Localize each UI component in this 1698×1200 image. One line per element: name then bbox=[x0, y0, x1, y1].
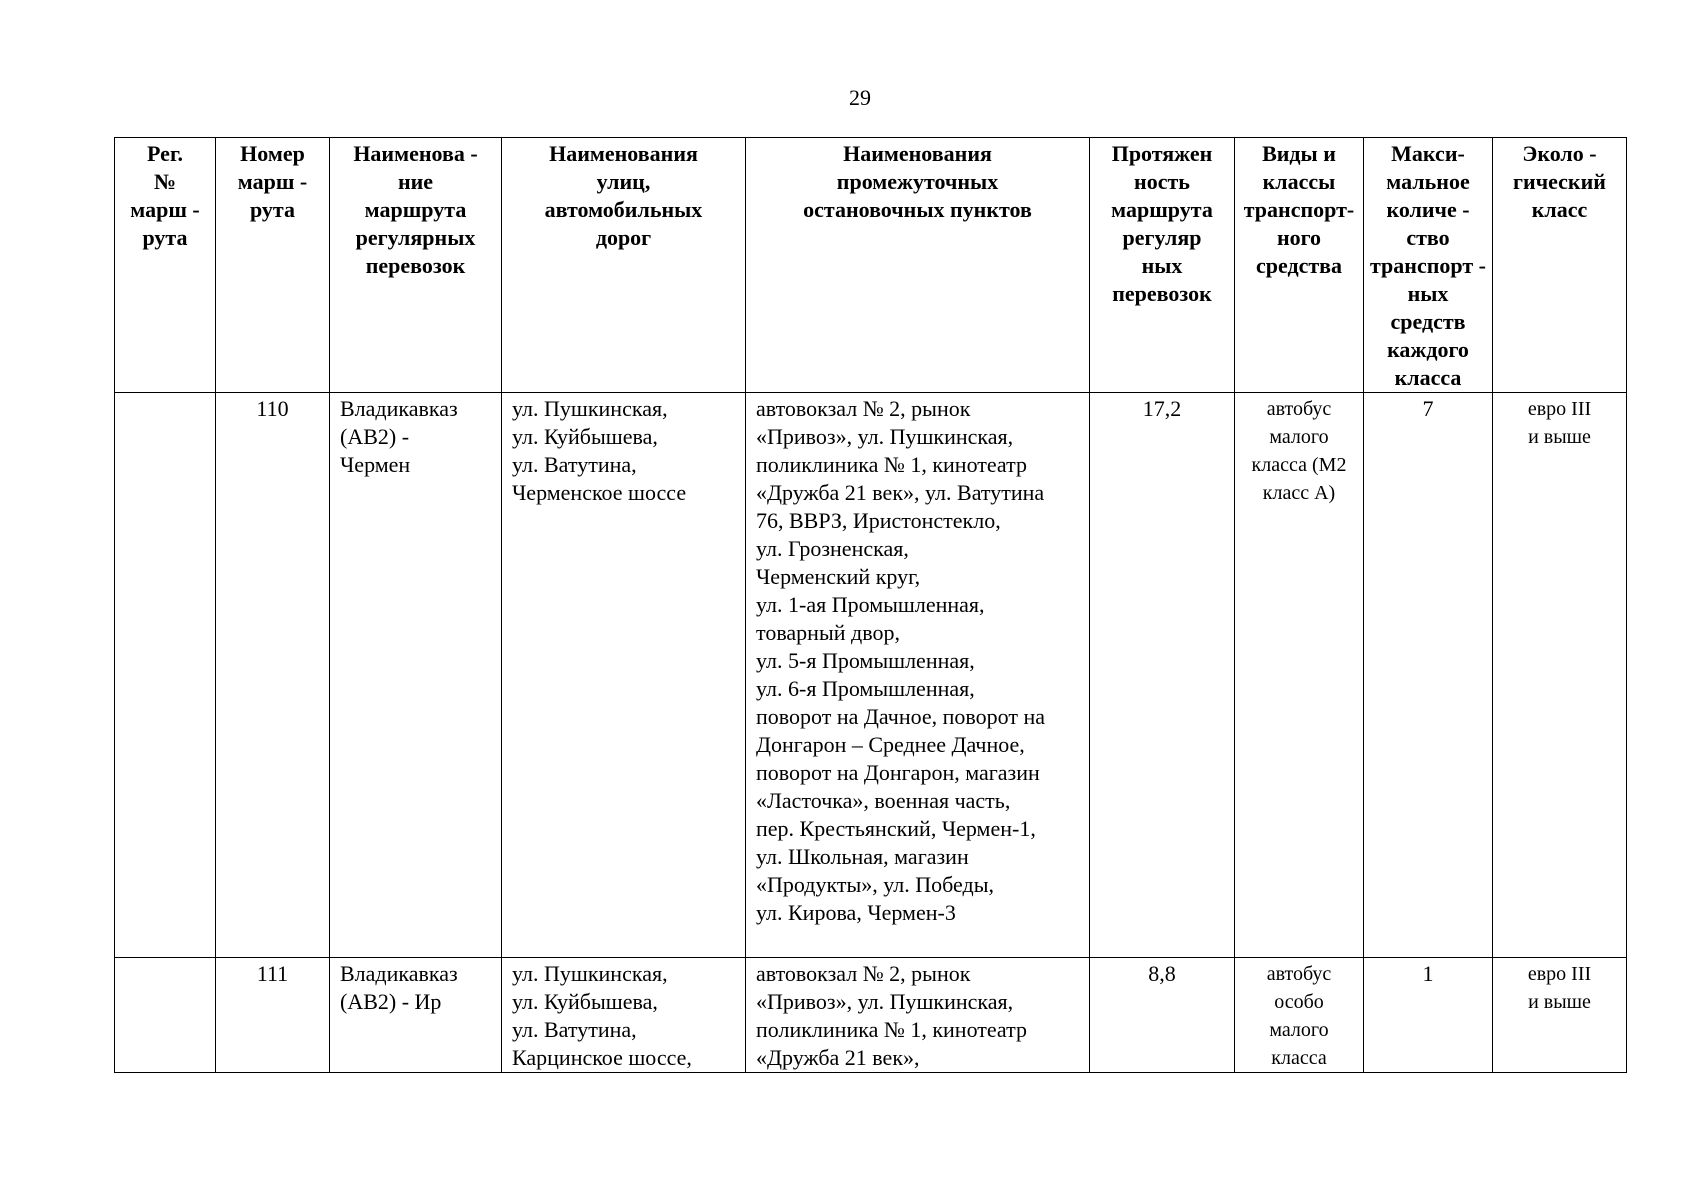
cell-eco-class: евро III и выше bbox=[1493, 393, 1627, 958]
table-row bbox=[115, 393, 1627, 958]
cell-streets: ул. Пушкинская, ул. Куйбышева, ул. Ватутина, Черменское шоссе bbox=[502, 393, 746, 958]
table-row bbox=[115, 958, 1627, 1073]
cell-route-name: Владикавказ (АВ2) - Ир bbox=[330, 958, 502, 1073]
header-streets: Наименования улиц, автомобильных дорог bbox=[502, 138, 746, 393]
cell-stops: автовокзал № 2, рынок «Привоз», ул. Пушкинская, поликлиника № 1, кинотеатр «Дружба 21 век», bbox=[746, 958, 1090, 1073]
cell-max-vehicles: 1 bbox=[1364, 958, 1493, 1073]
cell-route-name: Владикавказ (АВ2) - Чермен bbox=[330, 393, 502, 958]
table-header-row bbox=[115, 138, 1627, 393]
cell-length: 17,2 bbox=[1090, 393, 1235, 958]
header-route-no: Номер марш - рута bbox=[216, 138, 330, 393]
routes-table bbox=[114, 137, 1627, 1073]
header-route-name: Наименова - ние маршрута регулярных перевозок bbox=[330, 138, 502, 393]
cell-streets: ул. Пушкинская, ул. Куйбышева, ул. Ватутина, Карцинское шоссе, bbox=[502, 958, 746, 1073]
cell-eco-class: евро III и выше bbox=[1493, 958, 1627, 1073]
header-max-vehicles: Макси- мальное количе - ство транспорт - ных средств каждого класса bbox=[1364, 138, 1493, 393]
header-vehicle-types: Виды и классы транспорт- ного средства bbox=[1235, 138, 1364, 393]
header-length: Протяжен ность маршрута регуляр ных перевозок bbox=[1090, 138, 1235, 393]
cell-vehicle-types: автобус малого класса (М2 класс А) bbox=[1235, 393, 1364, 958]
cell-max-vehicles: 7 bbox=[1364, 393, 1493, 958]
cell-reg-no bbox=[115, 393, 216, 958]
header-reg-no: Рег. № марш - рута bbox=[115, 138, 216, 393]
header-stops: Наименования промежуточных остановочных пунктов bbox=[746, 138, 1090, 393]
cell-vehicle-types: автобус особо малого класса bbox=[1235, 958, 1364, 1073]
cell-reg-no bbox=[115, 958, 216, 1073]
page-number: 29 bbox=[849, 85, 871, 110]
header-eco-class: Эколо - гический класс bbox=[1493, 138, 1627, 393]
cell-route-no: 111 bbox=[216, 958, 330, 1073]
cell-length: 8,8 bbox=[1090, 958, 1235, 1073]
cell-route-no: 110 bbox=[216, 393, 330, 958]
cell-stops: автовокзал № 2, рынок «Привоз», ул. Пушкинская, поликлиника № 1, кинотеатр «Дружба 21 век», ул. Ватутина 76, ВВРЗ, Иристонстекло, ул. Грозненская, Черменский круг, ул. 1-ая Промышленная, товарный двор, ул. 5-я Промышленная, ул. 6-я Промышленная, поворот на Дачное, поворот на Донгарон – Среднее Дачное, поворот на Донгарон, магазин «Ласточка», военная часть, пер. Крестьянский, Чермен-1, ул. Школьная, магазин «Продукты», ул. Победы, ул. Кирова, Чермен-3 bbox=[746, 393, 1090, 958]
